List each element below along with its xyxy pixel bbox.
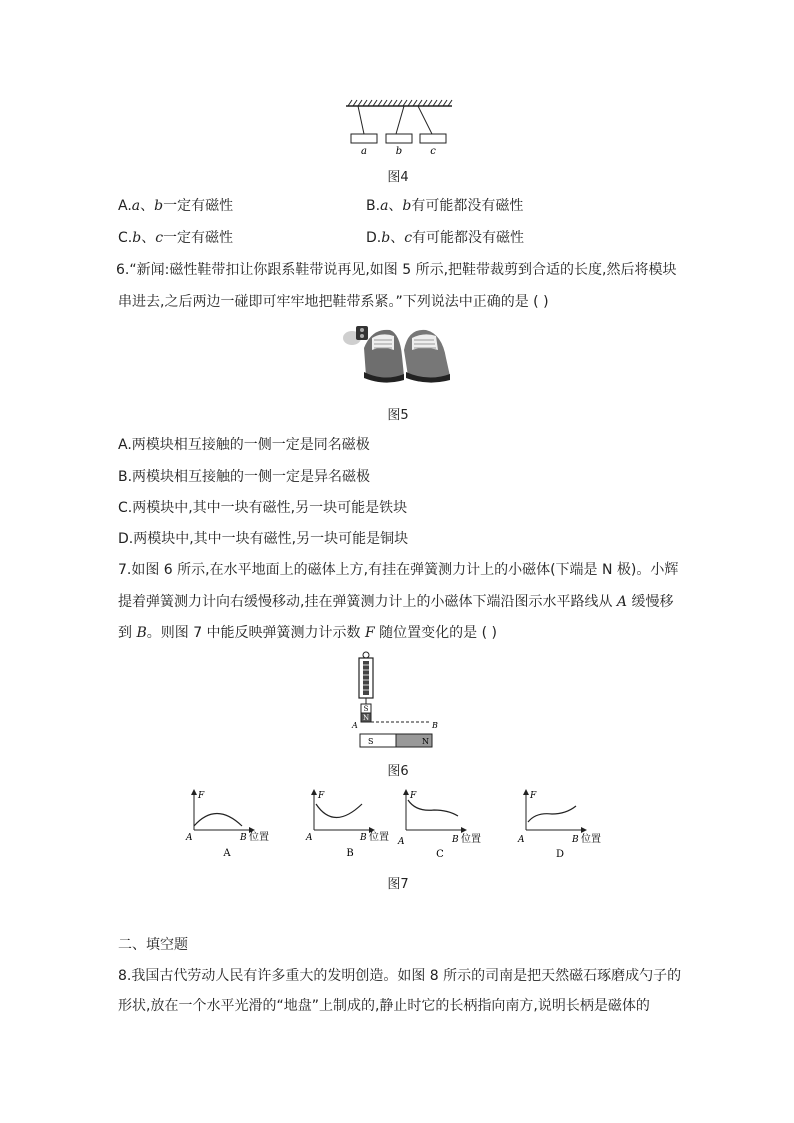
svg-text:位置: 位置 <box>461 834 481 845</box>
svg-text:A: A <box>518 835 525 845</box>
point-a-label: A <box>352 721 358 730</box>
small-magnet-n: N <box>362 714 370 722</box>
q6-option-c[interactable]: C.两模块中,其中一块有磁性,另一块可能是铁块 <box>118 500 408 516</box>
q5-option-a[interactable]: A.a、b一定有磁性 <box>118 198 234 214</box>
svg-text:A: A <box>306 833 313 843</box>
q5-option-c[interactable]: C.b、c一定有磁性 <box>118 230 234 246</box>
figure-7-caption: 图7 <box>387 877 409 892</box>
graph-option-b[interactable] <box>305 790 389 859</box>
q7-stem-line-3: 到 B。则图 7 中能反映弹簧测力计示数 F 随位置变化的是 ( ) <box>118 625 498 641</box>
graph-option-d[interactable] <box>517 790 601 860</box>
figure-7 <box>184 786 614 862</box>
graph-a-label: A <box>223 848 231 859</box>
figure-6-caption: 图6 <box>387 764 409 779</box>
svg-text:位置: 位置 <box>581 834 601 845</box>
shoes-image <box>342 320 454 386</box>
figure-4 <box>340 96 456 158</box>
q6-stem-line-2: 串进去,之后两边一碰即可牢牢地把鞋带系紧。”下列说法中正确的是 ( ) <box>118 294 549 310</box>
q8-stem-line-1: 8.我国古代劳动人民有许多重大的发明创造。如图 8 所示的司南是把天然磁石琢磨成勺子的 <box>118 968 682 984</box>
q6-option-d[interactable]: D.两模块中,其中一块有磁性,另一块可能是铜块 <box>118 531 409 547</box>
figure-5-caption: 图5 <box>387 408 409 423</box>
graph-option-a[interactable] <box>185 790 269 859</box>
svg-text:F: F <box>410 791 417 801</box>
graph-d-label: D <box>555 849 565 860</box>
block-label-b: b <box>395 146 403 157</box>
svg-text:F: F <box>198 791 205 801</box>
graph-option-c[interactable] <box>397 790 481 860</box>
svg-text:B: B <box>572 835 579 845</box>
svg-text:B: B <box>240 833 247 843</box>
small-magnet-s: S <box>363 705 369 713</box>
block-label-a: a <box>361 146 367 157</box>
svg-text:位置: 位置 <box>249 832 269 843</box>
q7-stem-line-1: 7.如图 6 所示,在水平地面上的磁体上方,有挂在弹簧测力计上的小磁体(下端是 N 极)。小辉 <box>118 562 679 578</box>
q7-stem-line-2: 提着弹簧测力计向右缓慢移动,挂在弹簧测力计上的小磁体下端沿图示水平路线从 A 缓慢移 <box>118 594 674 610</box>
bar-magnet-n: N <box>422 737 429 746</box>
figure-4-caption: 图4 <box>387 170 409 185</box>
figure-6 <box>346 650 446 750</box>
q6-stem-line-1: 6.“新闻:磁性鞋带扣让你跟系鞋带说再见,如图 5 所示,把鞋带裁剪到合适的长度,然后将模块 <box>116 262 677 278</box>
graph-c-label: C <box>436 849 444 860</box>
svg-text:位置: 位置 <box>369 832 389 843</box>
figure-5-photo <box>342 320 454 386</box>
q6-option-b[interactable]: B.两模块相互接触的一侧一定是异名磁极 <box>118 469 371 485</box>
q5-option-d[interactable]: D.b、c有可能都没有磁性 <box>366 230 525 246</box>
figure-7-drawing <box>184 786 614 862</box>
svg-text:B: B <box>360 833 367 843</box>
svg-text:F: F <box>530 791 537 801</box>
q5-option-b[interactable]: B.a、b有可能都没有磁性 <box>366 198 524 214</box>
svg-text:B: B <box>452 835 459 845</box>
svg-text:F: F <box>318 791 325 801</box>
q8-stem-line-2: 形状,放在一个水平光滑的“地盘”上制成的,静止时它的长柄指向南方,说明长柄是磁体的 <box>118 998 650 1014</box>
bar-magnet-s: S <box>368 737 374 746</box>
block-label-c: c <box>430 146 436 157</box>
point-b-label: B <box>432 721 438 730</box>
section-title-fill-in: 二、填空题 <box>118 937 188 953</box>
graph-b-label: B <box>346 848 354 859</box>
figure-4-drawing <box>340 96 456 158</box>
q6-option-a[interactable]: A.两模块相互接触的一侧一定是同名磁极 <box>118 437 370 453</box>
svg-text:A: A <box>398 837 405 847</box>
figure-6-drawing <box>346 650 446 750</box>
svg-text:A: A <box>186 833 193 843</box>
